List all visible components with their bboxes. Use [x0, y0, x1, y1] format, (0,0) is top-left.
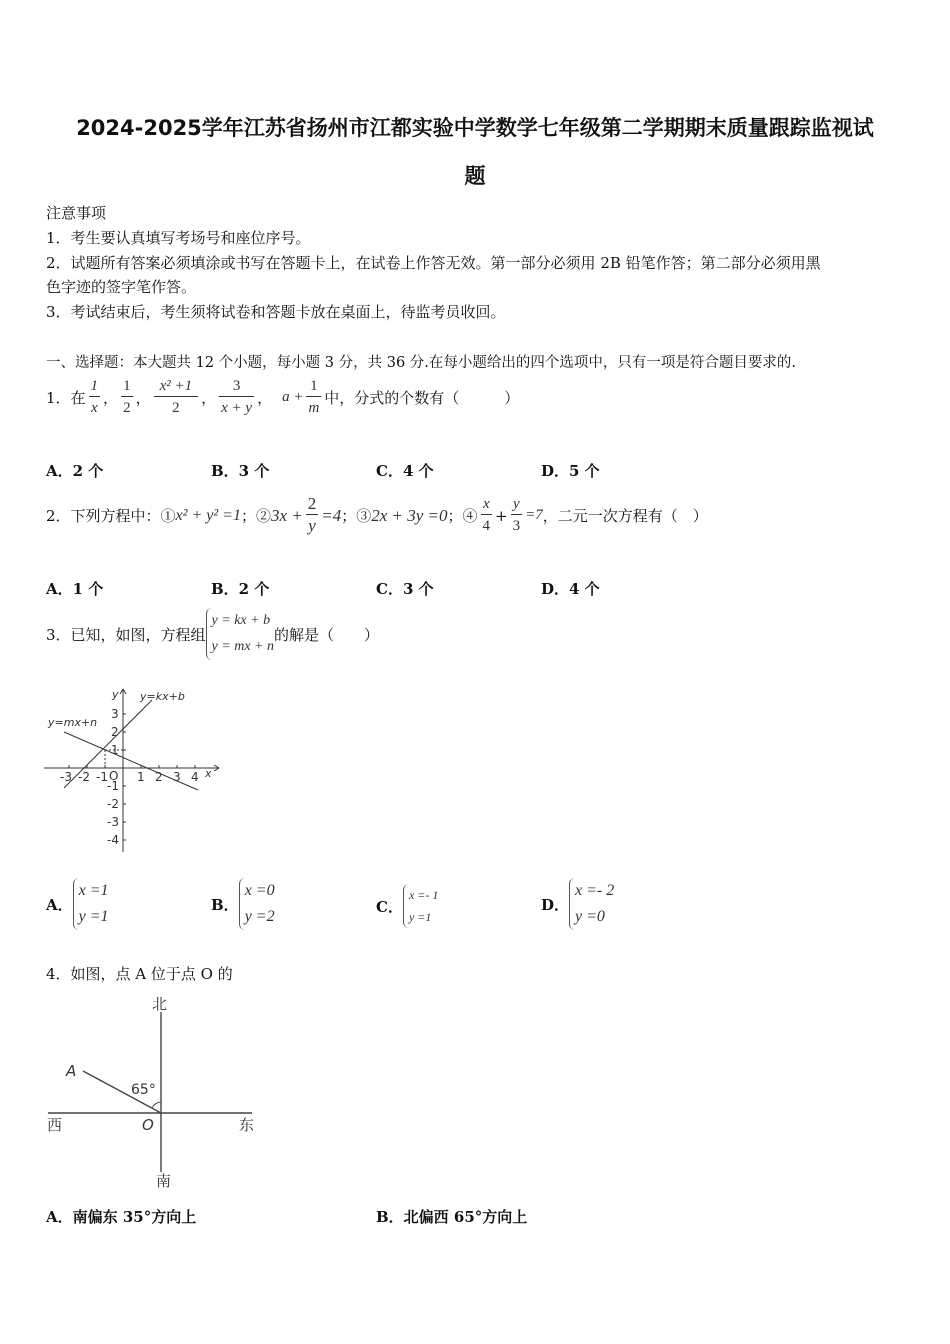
x-tick-label: 2 [155, 770, 163, 784]
section-heading: 一、选择题：本大题共 12 个小题，每小题 3 分，共 36 分.在每小题给出的四个选项中，只有一项是符合题目要求的. [46, 355, 796, 371]
q2-option-a[interactable]: A．1 个 [46, 580, 104, 598]
x-tick-label: 3 [173, 770, 181, 784]
q2-equation-2-prefix: 3x + [270, 505, 303, 525]
y-axis-label: y [112, 688, 119, 701]
q2-question-tail: ，二元一次方程有（ ） [542, 507, 708, 525]
question-1: 1．在 $\frac{1}{x}$ ， $\frac{1}{2}$ ， $\frac{\text{x² +1}}{2}$ ， $\frac{3}{x + y}$ ， a + $\frac{1}{m}$ 中，分式的个数有（ ） [46, 376, 519, 419]
q2-option-d[interactable]: D．4 个 [541, 580, 600, 598]
label-west: 西 [47, 1116, 63, 1134]
q3-equation-system: y = kx + b y = mx + n [206, 608, 274, 660]
q1-fraction-1: $\frac{1}{x}$ [90, 378, 99, 416]
q1-fraction-2: $\frac{1}{2}$ [123, 378, 131, 416]
q1-option-b[interactable]: B．3 个 [211, 462, 270, 480]
q2-option-c[interactable]: C．3 个 [376, 580, 434, 598]
line-kx-plus-b-label: y=kx+b [140, 690, 185, 703]
q1-option-c[interactable]: C．4 个 [376, 462, 434, 480]
y-tick-label: -4 [107, 833, 119, 847]
label-point-a: A [66, 1062, 77, 1080]
label-angle: 65° [131, 1082, 156, 1098]
notice-heading: 注意事项 [46, 204, 107, 222]
question-4: 4．如图，点 A 位于点 O 的 [46, 965, 233, 983]
y-tick-label: 1 [111, 743, 119, 757]
x-axis-label: x [205, 767, 212, 780]
q3-option-c[interactable]: C． x =- 1 y =1 [376, 884, 438, 928]
q3-question-tail: 的解是（ ） [273, 625, 379, 644]
q1-expr-5-prefix: a + [282, 389, 304, 405]
q1-fraction-4: $\frac{3}{x + y}$ [221, 378, 253, 416]
q3-option-d[interactable]: D． x =- 2 y =0 [541, 878, 614, 930]
notice-item-2: 2．试题所有答案必须填涂或书写在答题卡上，在试卷上作答无效。第一部分必须用 2B 铅笔作答；第二部分必须用黑 [46, 254, 821, 272]
q1-fraction-5: $\frac{1}{m}$ [308, 378, 320, 416]
q1-fraction-3: $\frac{\text{x² +1}}{2}$ [154, 376, 199, 419]
q2-equation-4-suffix: =7 [525, 507, 543, 523]
y-tick-label: 2 [111, 725, 119, 739]
q3-option-b[interactable]: B． x =0 y =2 [211, 878, 275, 930]
q1-question-tail: 中，分式的个数有（ ） [324, 389, 520, 407]
q2-number: 2．下列方程中：① [46, 507, 176, 525]
angle-arc [152, 1102, 161, 1108]
x-tick-label: -3 [60, 770, 72, 784]
notice-item-1: 1．考生要认真填写考场号和座位序号。 [46, 229, 311, 247]
q2-option-b[interactable]: B．2 个 [211, 580, 270, 598]
y-tick-label: -1 [107, 779, 119, 793]
exam-title: 2024-2025学年江苏省扬州市江都实验中学数学七年级第二学期期末质量跟踪监视试 [76, 116, 874, 140]
x-tick-label: -1 [96, 770, 108, 784]
label-origin: O [142, 1116, 154, 1134]
q2-equation-2-fraction: $\frac{2}{y}$ [307, 494, 317, 535]
q2-equation-1: x² + y² =1 [175, 506, 241, 524]
line-mx-plus-n-label: y=mx+n [48, 716, 98, 729]
exam-title-continued: 题 [464, 164, 486, 188]
question-2: 2．下列方程中：① x² + y² =1 ；② 3x + $\frac{2}{y}$ =4 ；③ 2x + 3y =0 ；④ $\frac{x}{4}$ + $\frac{y}{3}$ =7 ，二元一次方程有（ ） [46, 494, 708, 535]
x-tick-label: -2 [78, 770, 90, 784]
q3-option-a[interactable]: A． x =1 y =1 [46, 878, 109, 930]
y-tick-label: -2 [107, 797, 119, 811]
q4-compass-figure [40, 990, 270, 1190]
label-north: 北 [152, 995, 168, 1013]
q4-option-a[interactable]: A．南偏东 35°方向上 [46, 1208, 197, 1226]
label-east: 东 [239, 1116, 255, 1134]
q3-graph [40, 684, 230, 856]
q2-equation-4-fraction-b: $\frac{y}{3}$ [512, 496, 521, 534]
question-3 [46, 608, 379, 660]
q2-equation-2-suffix: =4 [321, 505, 342, 525]
q4-option-b[interactable]: B．北偏西 65°方向上 [376, 1208, 528, 1226]
x-tick-label: 1 [137, 770, 145, 784]
notice-item-3: 3．考试结束后，考生须将试卷和答题卡放在桌面上，待监考员收回。 [46, 303, 506, 321]
q3-number: 3．已知，如图，方程组 [46, 625, 206, 644]
y-tick-label: -3 [107, 815, 119, 829]
q2-equation-3: 2x + 3y =0 [371, 505, 448, 525]
label-south: 南 [156, 1172, 172, 1190]
notice-item-2-continued: 色字迹的签字笔作答。 [46, 278, 197, 296]
y-tick-label: 3 [111, 707, 119, 721]
x-tick-label: 4 [191, 770, 199, 784]
q2-equation-4-fraction-a: $\frac{x}{4}$ [482, 496, 491, 534]
q1-number: 1．在 [46, 389, 86, 407]
origin-label: O [109, 769, 119, 783]
q1-option-a[interactable]: A．2 个 [46, 462, 104, 480]
q1-option-d[interactable]: D．5 个 [541, 462, 600, 480]
